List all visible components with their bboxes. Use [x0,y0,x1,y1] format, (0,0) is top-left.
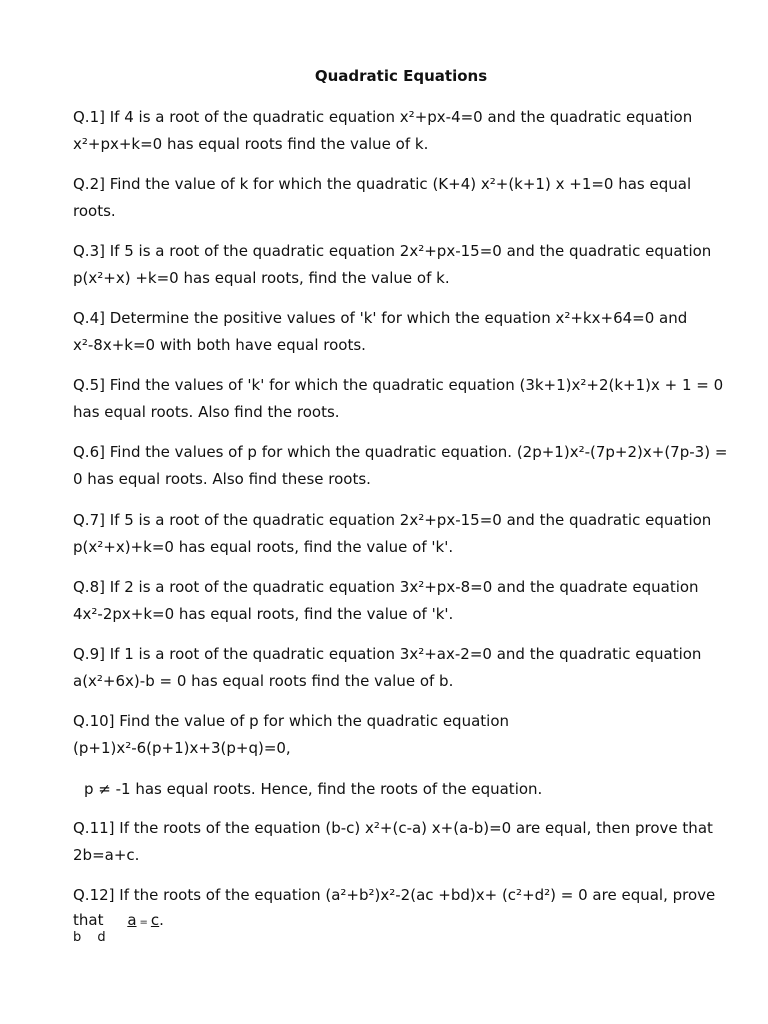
question-12-denominators: b d [73,930,106,945]
fraction-period: . [159,911,164,929]
question-7: Q.7] If 5 is a root of the quadratic equation 2x²+px-15=0 and the quadratic equation p(x²+x)+k=0 has equal roots, find the value of 'k'. [73,511,712,556]
page-title: Quadratic Equations [314,67,488,85]
question-11: Q.11] If the roots of the equation (b-c) x²+(c-a) x+(a-b)=0 are equal, then prove that 2b=a+c. [73,819,713,864]
question-4: Q.4] Determine the positive values of 'k' for which the equation x²+kx+64=0 and x²-8x+k=0 with both have equal roots. [73,309,688,354]
question-10: Q.10] Find the value of p for which the quadratic equation (p+1)x²-6(p+1)x+3(p+q)=0, [73,712,510,757]
question-2: Q.2] Find the value of k for which the quadratic (K+4) x²+(k+1) x +1=0 has equal roots. [73,175,692,220]
question-1: Q.1] If 4 is a root of the quadratic equation x²+px-4=0 and the quadratic equation x²+px+k=0 has equal roots find the value of k. [73,108,693,153]
question-9: Q.9] If 1 is a root of the quadratic equation 3x²+ax-2=0 and the quadratic equation a(x²+6x)-b = 0 has equal roots find the value of b. [73,645,702,690]
question-8: Q.8] If 2 is a root of the quadratic equation 3x²+px-8=0 and the quadrate equation 4x²-2px+k=0 has equal roots, find the value of 'k'. [73,578,699,623]
question-5: Q.5] Find the values of 'k' for which the quadratic equation (3k+1)x²+2(k+1)x + 1 = 0 has equal roots. Also find the roots. [73,376,724,421]
question-12: Q.12] If the roots of the equation (a²+b²)x²-2(ac +bd)x+ (c²+d²) = 0 are equal, prove [73,886,716,904]
fraction-equals: = [139,917,148,928]
question-3: Q.3] If 5 is a root of the quadratic equation 2x²+px-15=0 and the quadratic equation p(x²+x) +k=0 has equal roots, find the value of k. [73,242,712,287]
question-10-continuation: p ≠ -1 has equal roots. Hence, find the roots of the equation. [84,780,543,798]
fraction-numerator-c: c [150,911,160,929]
fraction-numerator-a: a [127,911,137,929]
fraction-lead-text: that [73,911,104,929]
question-6: Q.6] Find the values of p for which the quadratic equation. (2p+1)x²-(7p+2)x+(7p-3) = 0 has equal roots. Also find these roots. [73,443,728,488]
